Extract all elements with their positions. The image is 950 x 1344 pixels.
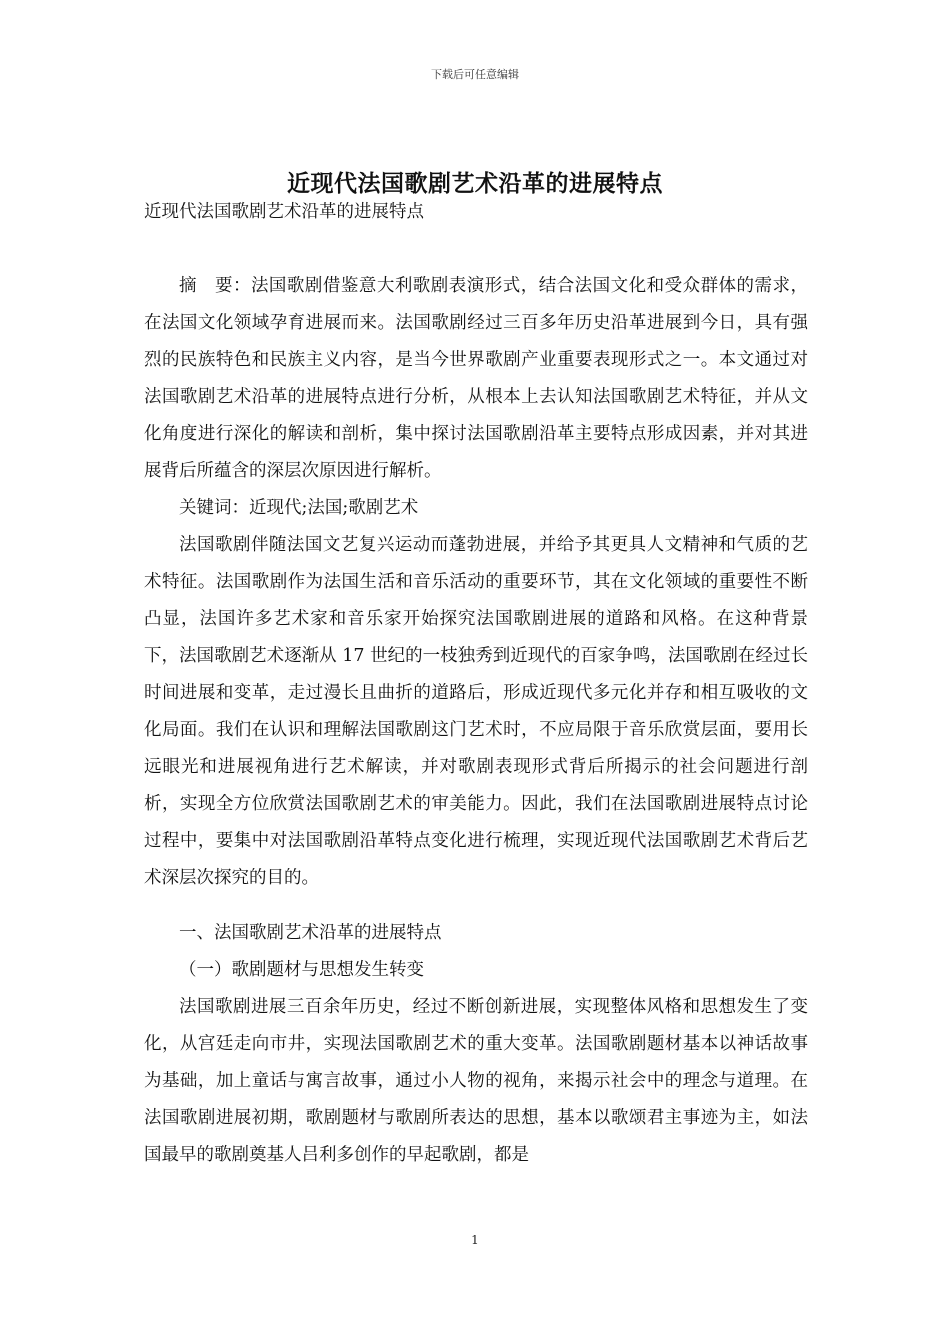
subsection-paragraph: 法国歌剧进展三百余年历史，经过不断创新进展，实现整体风格和思想发生了变化，从宫廷走向市井，实现法国歌剧艺术的重大变革。法国歌剧题材基本以神话故事为基础，加上童话与寓言故事，通过小人物的视角，来揭示社会中的理念与道理。在法国歌剧进展初期，歌剧题材与歌剧所表达的思想，基本以歌颂君主事迹为主，如法国最早的歌剧奠基人吕利多创作的早起歌剧，都是 xyxy=(144,997,808,1165)
section-heading: 一、法国歌剧艺术沿革的进展特点 xyxy=(179,923,442,943)
document-title: 近现代法国歌剧艺术沿革的进展特点 xyxy=(287,170,663,198)
subsection-heading: （一）歌剧题材与思想发生转变 xyxy=(179,960,424,980)
spacer xyxy=(144,897,808,915)
document-body xyxy=(144,194,808,1174)
page-header-note: 下载后可任意编辑 xyxy=(431,68,519,81)
abstract-paragraph: 摘 要：法国歌剧借鉴意大利歌剧表演形式，结合法国文化和受众群体的需求，在法国文化领域孕育进展而来。法国歌剧经过三百多年历史沿革进展到今日，具有强烈的民族特色和民族主义内容，是当今世界歌剧产业重要表现形式之一。本文通过对法国歌剧艺术沿革的进展特点进行分析，从根本上去认知法国歌剧艺术特征，并从文化角度进行深化的解读和剖析，集中探讨法国歌剧沿革主要特点形成因素，并对其进展背后所蕴含的深层次原因进行解析。 xyxy=(144,276,808,481)
document-subtitle: 近现代法国歌剧艺术沿革的进展特点 xyxy=(144,202,424,222)
keywords-line: 关键词：近现代;法国;歌剧艺术 xyxy=(179,498,419,518)
intro-paragraph: 法国歌剧伴随法国文艺复兴运动而蓬勃进展，并给予其更具人文精神和气质的艺术特征。法国歌剧作为法国生活和音乐活动的重要环节，其在文化领域的重要性不断凸显，法国许多艺术家和音乐家开始探究法国歌剧进展的道路和风格。在这种背景下，法国歌剧艺术逐渐从 17 世纪的一枝独秀到近现代的百家争鸣，法国歌剧在经过长时间进展和变革，走过漫长且曲折的道路后，形成近现代多元化并存和相互吸收的文化局面。我们在认识和理解法国歌剧这门艺术时，不应局限于音乐欣赏层面，要用长远眼光和进展视角进行艺术解读，并对歌剧表现形式背后所揭示的社会问题进行剖析，实现全方位欣赏法国歌剧艺术的审美能力。因此，我们在法国歌剧进展特点讨论过程中，要集中对法国歌剧沿革特点变化进行梳理，实现近现代法国歌剧艺术背后艺术深层次探究的目的。 xyxy=(144,535,808,888)
spacer xyxy=(144,231,808,268)
page-number: 1 xyxy=(471,1233,479,1247)
